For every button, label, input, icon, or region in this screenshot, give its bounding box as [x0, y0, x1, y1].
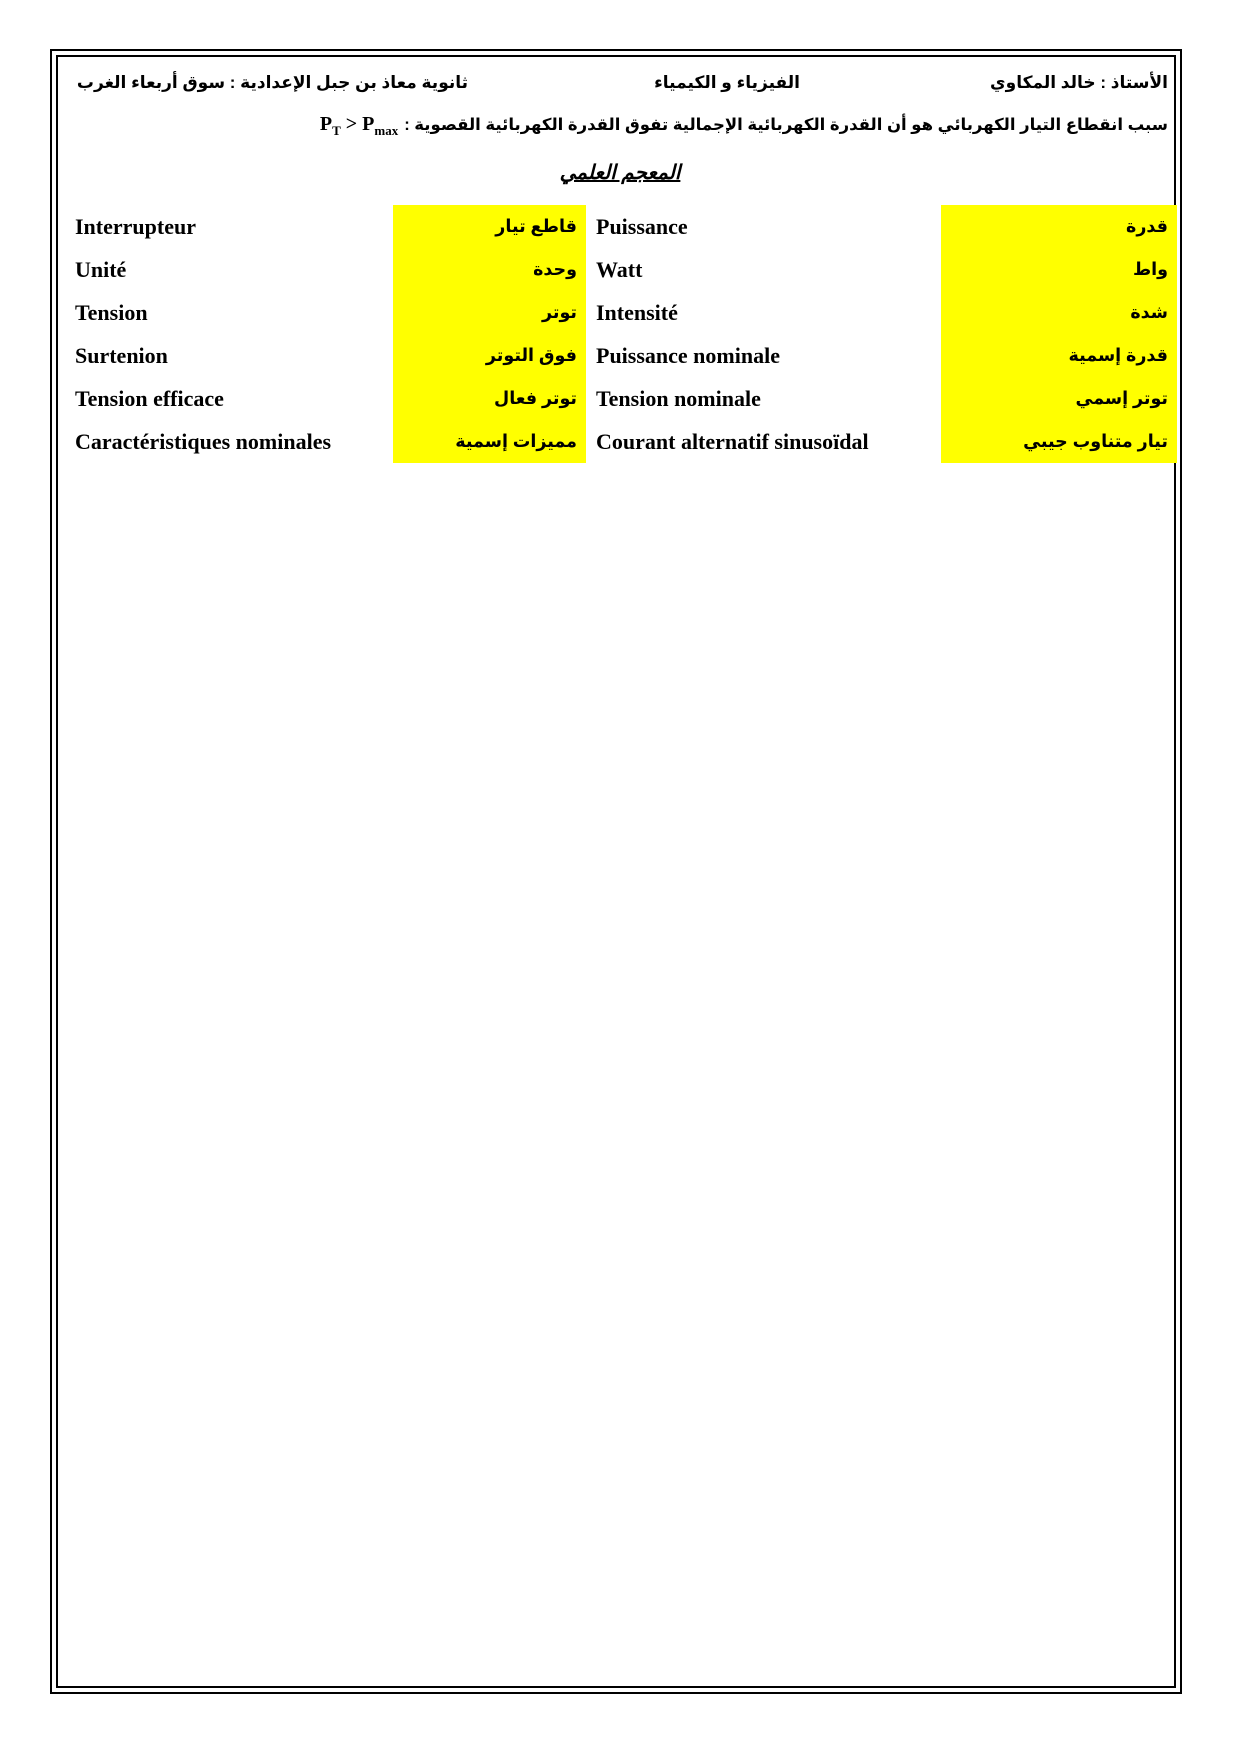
teacher-name: الأستاذ : خالد المكاوي: [990, 73, 1168, 92]
power-formula: [320, 113, 398, 139]
french-term: Tension efficace: [75, 386, 224, 411]
cause-text: سبب انقطاع التيار الكهربائي هو أن القدرة الكهربائية الإجمالية تفوق القدرة الكهربائية القصوية :: [404, 116, 1168, 134]
formula-gt-p: > P: [340, 113, 375, 135]
french-term: Intensité: [596, 300, 678, 325]
french-term: Puissance nominale: [596, 343, 780, 368]
french-term: Puissance: [596, 214, 688, 239]
formula-sub-t: T: [332, 123, 341, 138]
french-term: Surtenion: [75, 343, 168, 368]
school-name: ثانوية معاذ بن جبل الإعدادية : سوق أربعاء الغرب: [76, 73, 468, 92]
power-outage-cause: [320, 113, 1168, 141]
vocabulary-table: [64, 205, 1166, 463]
vocab-row: [64, 334, 1166, 377]
vocab-row: [64, 248, 1166, 291]
french-term: Watt: [596, 257, 643, 282]
arabic-term: قدرة إسمية: [941, 334, 1177, 377]
arabic-term: قدرة: [941, 205, 1177, 248]
french-term: Tension nominale: [596, 386, 761, 411]
formula-sub-max: max: [374, 123, 399, 138]
arabic-term: واط: [941, 248, 1177, 291]
arabic-term: مميزات إسمية: [393, 420, 586, 463]
french-term: Courant alternatif sinusoïdal: [596, 429, 869, 454]
formula-p: P: [319, 113, 333, 135]
vocab-row: [64, 205, 1166, 248]
arabic-term: توتر إسمي: [941, 377, 1177, 420]
french-term: Interrupteur: [75, 214, 196, 239]
vocab-row: [64, 291, 1166, 334]
arabic-term: فوق التوتر: [393, 334, 586, 377]
arabic-term: شدة: [941, 291, 1177, 334]
french-term: Caractéristiques nominales: [75, 429, 332, 454]
arabic-term: قاطع تيار: [393, 205, 586, 248]
vocab-row: [64, 420, 1166, 463]
lexicon-title: المعجم العلمي: [559, 162, 681, 184]
arabic-term: توتر فعال: [393, 377, 586, 420]
subject-name: الفيزياء و الكيمياء: [654, 73, 800, 92]
vocab-row: [64, 377, 1166, 420]
french-term: Tension: [75, 300, 148, 325]
arabic-term: تيار متناوب جيبي: [941, 420, 1177, 463]
arabic-term: وحدة: [393, 248, 586, 291]
arabic-term: توتر: [393, 291, 586, 334]
french-term: Unité: [75, 257, 127, 282]
